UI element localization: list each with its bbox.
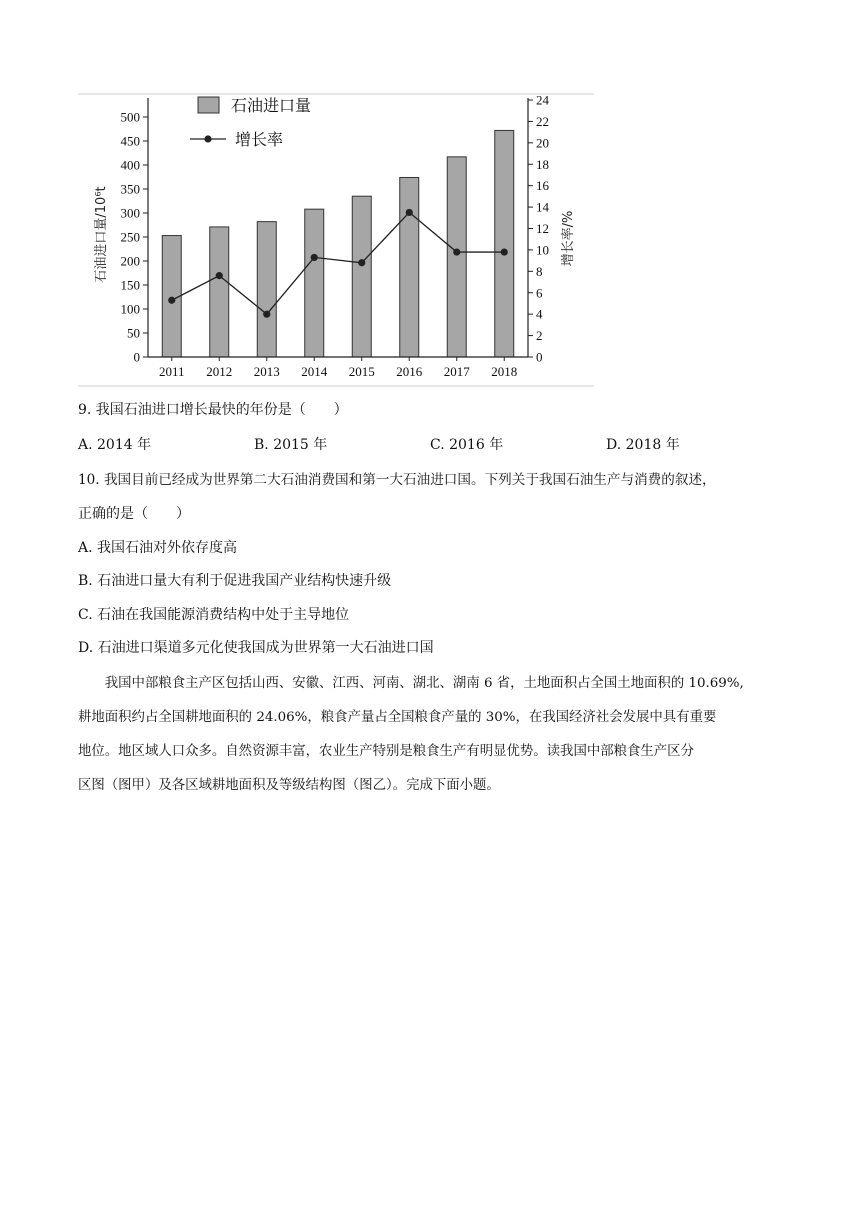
x-tick-label: 2014: [301, 364, 328, 379]
bar-2016: [400, 177, 419, 357]
x-tick-label: 2015: [348, 364, 375, 379]
growth-point-2016: [406, 209, 413, 216]
left-tick-label: 450: [120, 133, 140, 149]
legend-bar-label: 石油进口量: [231, 96, 312, 115]
passage-line-2: 耕地面积约占全国耕地面积的 24.06%，粮食产量占全国粮食产量的 30%，在我国经济社会发展中具有重要: [78, 710, 717, 725]
q9-option-c: C. 2016 年: [430, 437, 504, 453]
growth-point-2017: [453, 248, 460, 255]
growth-point-2014: [311, 254, 318, 261]
growth-point-2015: [358, 259, 365, 266]
x-tick-label: 2012: [206, 364, 233, 379]
right-tick-label: 20: [536, 135, 549, 151]
right-tick-label: 18: [536, 156, 549, 172]
left-tick-label: 250: [120, 229, 140, 245]
right-axis-title: 增长率/%: [561, 210, 576, 267]
legend-bar-swatch: [198, 97, 219, 113]
right-tick-label: 2: [536, 328, 543, 344]
left-tick-label: 100: [120, 301, 140, 317]
growth-point-2018: [501, 248, 508, 255]
q10-option-c: C. 石油在我国能源消费结构中处于主导地位: [78, 607, 350, 623]
q9-option-d: D. 2018 年: [606, 437, 680, 453]
q10-option-a: A. 我国石油对外依存度高: [78, 540, 238, 556]
growth-point-2013: [263, 311, 270, 318]
right-tick-label: 0: [536, 349, 543, 365]
legend-line-marker: [204, 135, 211, 142]
right-tick-label: 22: [536, 113, 549, 129]
right-tick-label: 6: [536, 285, 543, 301]
left-tick-label: 200: [120, 253, 140, 269]
chart-axes: [78, 93, 594, 387]
left-tick-label: 300: [120, 205, 140, 221]
question-9-stem: 9. 我国石油进口增长最快的年份是（ ）: [78, 402, 348, 418]
left-tick-label: 350: [120, 181, 140, 197]
x-tick-label: 2013: [253, 364, 280, 379]
right-tick-label: 14: [536, 199, 549, 215]
bar-2017: [447, 157, 466, 357]
bar-2012: [210, 227, 229, 357]
left-tick-label: 500: [120, 109, 140, 125]
question-10-stem-line2: 正确的是（ ）: [78, 506, 190, 522]
growth-point-2011: [168, 297, 175, 304]
q9-option-a: A. 2014 年: [78, 437, 152, 453]
left-axis-title: 石油进口量/10⁶t: [94, 186, 109, 283]
right-tick-label: 4: [536, 306, 543, 322]
right-tick-label: 10: [536, 242, 549, 258]
question-10-stem-line1: 10. 我国目前已经成为世界第二大石油消费国和第一大石油进口国。下列关于我国石油生产与消费的叙述，: [78, 472, 716, 488]
x-tick-label: 2018: [491, 364, 518, 379]
bar-2013: [257, 222, 276, 357]
x-tick-label: 2011: [158, 364, 185, 379]
oil-import-chart: [78, 88, 598, 390]
left-tick-label: 50: [127, 325, 140, 341]
chart-legend: [190, 96, 311, 149]
left-tick-label: 150: [120, 277, 140, 293]
right-tick-label: 8: [536, 263, 543, 279]
q9-option-b: B. 2015 年: [254, 437, 328, 453]
left-tick-label: 400: [120, 157, 140, 173]
bar-2015: [352, 196, 371, 357]
passage-line-1: 我国中部粮食主产区包括山西、安徽、江西、河南、湖北、湖南 6 省，土地面积占全国土地面积的 10.69%,: [78, 676, 744, 691]
q10-option-d: D. 石油进口渠道多元化使我国成为世界第一大石油进口国: [78, 640, 434, 656]
left-tick-label: 0: [133, 349, 140, 365]
growth-point-2012: [216, 272, 223, 279]
x-tick-label: 2017: [443, 364, 470, 379]
bar-series: [162, 130, 514, 357]
right-tick-label: 24: [536, 92, 549, 108]
bar-2018: [495, 130, 514, 357]
passage-line-3: 地位。地区域人口众多。自然资源丰富，农业生产特别是粮食生产有明显优势。读我国中部粮食生产区分: [78, 744, 694, 759]
passage-line-4: 区图（图甲）及各区域耕地面积及等级结构图（图乙）。完成下面小题。: [78, 778, 500, 793]
q10-option-b: B. 石油进口量大有利于促进我国产业结构快速升级: [78, 573, 392, 589]
x-tick-label: 2016: [396, 364, 423, 379]
right-tick-label: 12: [536, 221, 549, 236]
legend-line-label: 增长率: [235, 130, 284, 149]
bar-2014: [305, 209, 324, 357]
right-tick-label: 16: [536, 178, 549, 194]
